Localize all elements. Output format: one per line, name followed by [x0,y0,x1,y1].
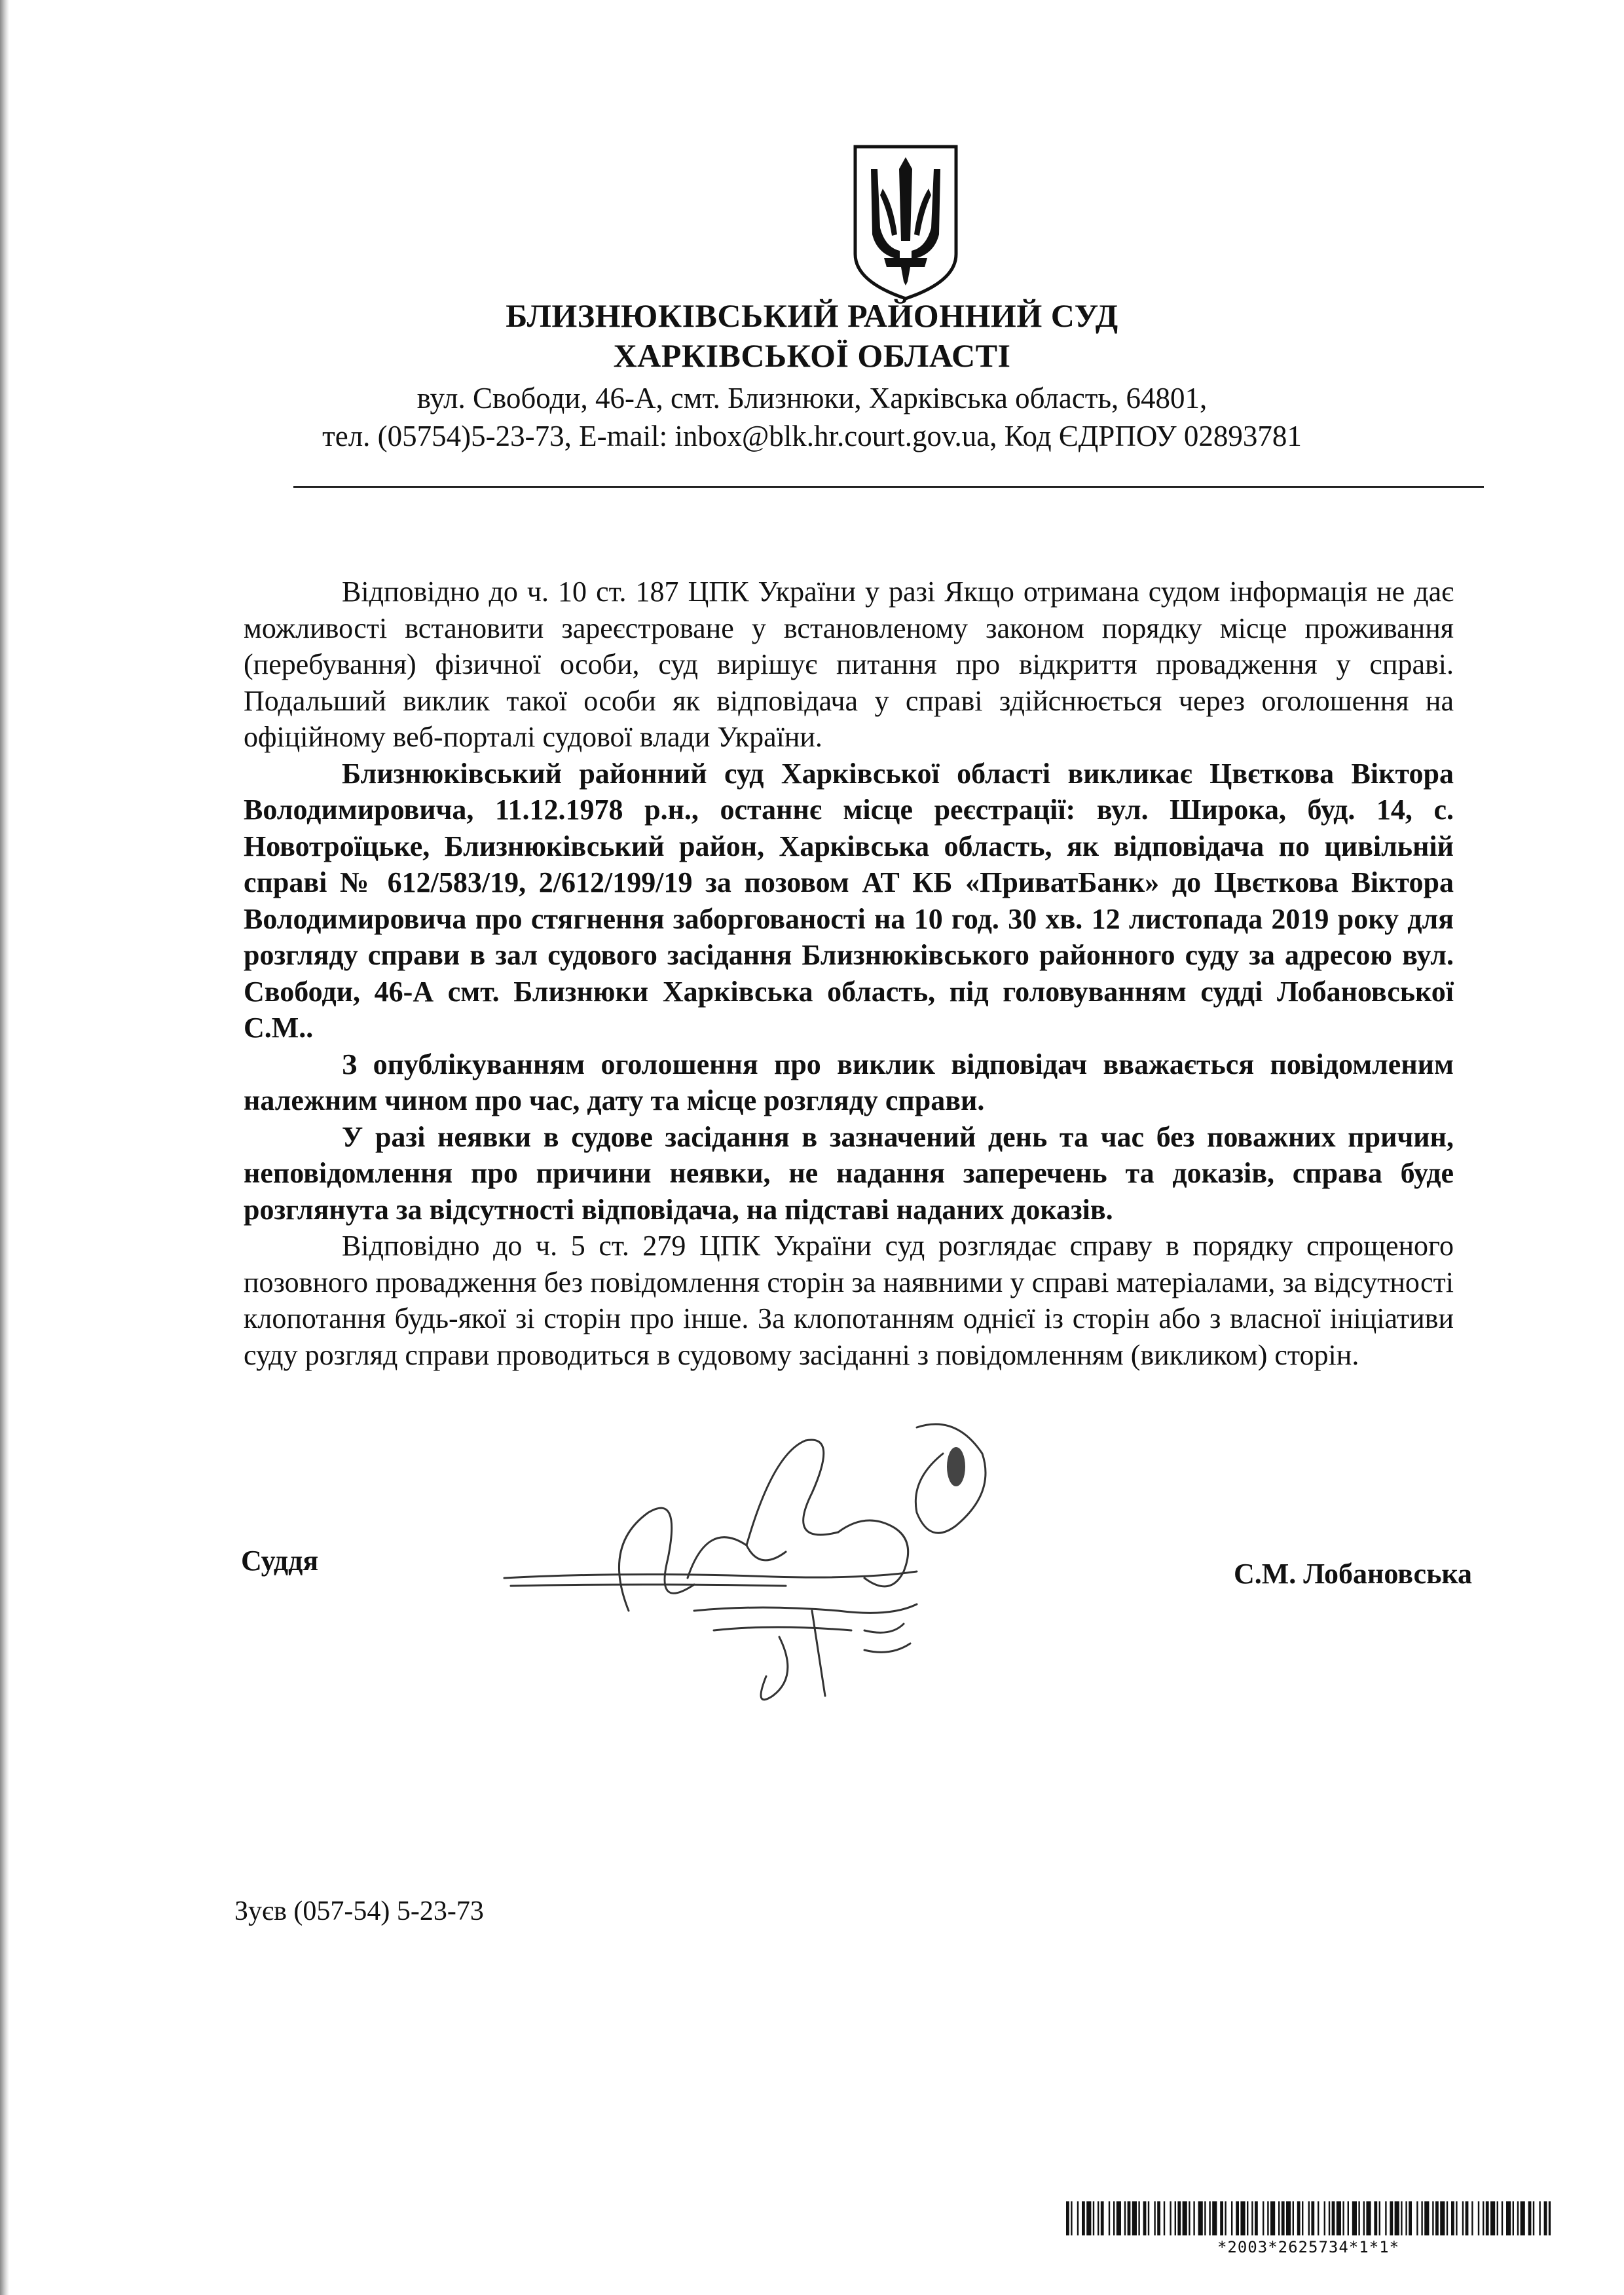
court-address: вул. Свободи, 46-А, смт. Близнюки, Харківська область, 64801, [416,382,1208,414]
paragraph-legal-basis: Відповідно до ч. 10 ст. 187 ЦПК України у разі Якщо отримана судом інформація не дає можливості встановити зареєстроване у встановленому законом порядку місце проживання (перебування) фізичної особи, суд вирішує питання про відкриття провадження у справі. Подальший виклик такої особи як відповідача у справі здійснюється через оголошення на офіційному веб-порталі судової влади України. [244,576,1454,753]
paragraph-notification: З опублікуванням оголошення про виклик відповідач вважається повідомленим належним чином про час, дату та місце розгляду справи. [244,1048,1454,1116]
judge-name: С.М. Лобановська [1234,1558,1473,1590]
paragraph-absence-warning: У разі неявки в судове засідання в зазначений день та час без поважних причин, неповідомлення про причини неявки, не надання заперечень та доказів, справа буде розглянута за відсутності відповідача, на підставі наданих доказів. [244,1120,1454,1226]
court-name-line1: БЛИЗНЮКІВСЬКИЙ РАЙОННИЙ СУД [506,297,1118,334]
paragraph-summons: Близнюківський районний суд Харківської області викликає Цвєткова Віктора Володимировича, 11.12.1978 р.н., останнє місце реєстрації: вул. Широка, буд. 14, с. Новотроїцьке, Близнюківський район, Харківська область, як відповідача по цивільній справі № 612/583/19, 2/612/199/19 за позовом АТ КБ «ПриватБанк» до Цвєткова Віктора Володимировича про стягнення заборгованості на 10 год. 30 хв. 12 листопада 2019 року для розгляду справи в зал судового засідання Близнюківського районного суду за адресою вул. Свободи, 46-А смт. Близнюки Харківська область, під головуванням судді Лобановської С.М.. [244,757,1454,1044]
barcode-number: *2003*2625734*1*1* [1217,2238,1400,2256]
signature-label: Суддя [241,1545,319,1577]
court-contacts: тел. (05754)5-23-73, E-mail: inbox@blk.hr.court.gov.ua, Код ЄДРПОУ 02893781 [322,420,1302,452]
header-divider [293,486,1484,488]
paragraph-procedure: Відповідно до ч. 5 ст. 279 ЦПК України суд розглядає справу в порядку спрощеного позовного провадження без повідомлення сторін за наявними у справі матеріалами, за відсутності клопотання будь-якої зі сторін про інше. За клопотанням однієї із сторін або з власної ініціативи суду розгляд справи проводиться в судовому засіданні з повідомленням (викликом) сторін. [244,1230,1454,1371]
barcode-icon [1066,2201,1551,2235]
court-name-line2: ХАРКІВСЬКОЇ ОБЛАСТІ [613,337,1011,374]
scan-edge-shadow [0,0,9,2295]
trident-coat-of-arms-icon [851,143,960,301]
document-body [244,574,1454,1373]
handwritten-signature-icon [498,1414,1008,1716]
executor-contact: Зуєв (057-54) 5-23-73 [234,1896,484,1926]
